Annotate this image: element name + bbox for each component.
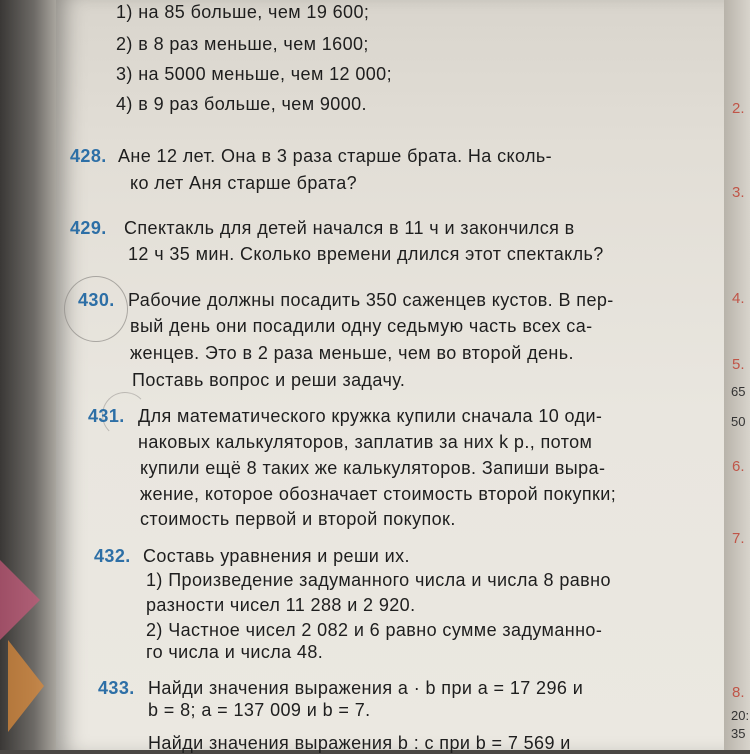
- problem-number: 432.: [94, 546, 131, 566]
- margin-number: 6.: [732, 458, 745, 475]
- margin-number: 7.: [732, 530, 745, 547]
- problem-text: женцев. Это в 2 раза меньше, чем во второй день.: [130, 343, 574, 363]
- margin-fragment: 20:: [731, 708, 750, 723]
- margin-fragment: 35: [731, 726, 746, 741]
- problem-text: Спектакль для детей начался в 11 ч и закончился в: [124, 218, 575, 238]
- problem-text: Составь уравнения и реши их.: [143, 546, 410, 566]
- problem-text: жение, которое обозначает стоимость второй покупки;: [140, 484, 617, 504]
- problem-text: го числа и числа 48.: [146, 642, 324, 662]
- option-line: 4) в 9 раз больше, чем 9000.: [116, 94, 367, 114]
- margin-fragment: 50: [731, 414, 746, 429]
- book-spine: [0, 0, 62, 750]
- problem-number: 431.: [88, 406, 125, 426]
- option-line: 2) в 8 раз меньше, чем 1600;: [116, 34, 369, 54]
- margin-fragment: 65: [731, 384, 746, 399]
- problem-text: 2) Частное чисел 2 082 и 6 равно сумме задуманно-: [146, 620, 603, 640]
- problem-text: Рабочие должны посадить 350 саженцев кустов. В пер-: [128, 290, 614, 310]
- problem-text: Поставь вопрос и реши задачу.: [132, 370, 406, 390]
- problem-text: разности чисел 11 288 и 2 920.: [146, 595, 416, 615]
- problem-text: ко лет Аня старше брата?: [130, 173, 358, 193]
- problem-number: 429.: [70, 218, 107, 238]
- margin-number: 4.: [732, 290, 745, 307]
- problem-text: Найди значения выражения a · b при a = 17 296 и: [148, 678, 584, 698]
- problem-text: купили ещё 8 таких же калькуляторов. Запиши выра-: [140, 458, 606, 478]
- problem-number: 430.: [78, 290, 115, 310]
- option-line: 1) на 85 больше, чем 19 600;: [116, 2, 370, 22]
- problem-text: вый день они посадили одну седьмую часть всех са-: [130, 316, 593, 336]
- problem-text: наковых калькуляторов, заплатив за них k р., потом: [138, 432, 593, 452]
- margin-number: 8.: [732, 684, 745, 701]
- problem-text: Найди значения выражения b : c при b = 7 569 и: [148, 733, 571, 753]
- problem-text: Ане 12 лет. Она в 3 раза старше брата. На сколь-: [118, 146, 553, 166]
- margin-number: 5.: [732, 356, 745, 373]
- option-line: 3) на 5000 меньше, чем 12 000;: [116, 64, 392, 84]
- problem-text: 12 ч 35 мин. Сколько времени длился этот спектакль?: [128, 244, 604, 264]
- problem-number: 428.: [70, 146, 107, 166]
- margin-number: 3.: [732, 184, 745, 201]
- problem-text: 1) Произведение задуманного числа и числа 8 равно: [146, 570, 611, 590]
- decor-triangle: [0, 560, 40, 640]
- problem-text: Для математического кружка купили сначала 10 оди-: [138, 406, 603, 426]
- problem-number: 433.: [98, 678, 135, 698]
- decor-triangle: [8, 640, 44, 732]
- right-page-edge: [724, 0, 750, 750]
- problem-text: стоимость первой и второй покупок.: [140, 509, 456, 529]
- problem-text: b = 8; a = 137 009 и b = 7.: [148, 700, 371, 720]
- margin-number: 2.: [732, 100, 745, 117]
